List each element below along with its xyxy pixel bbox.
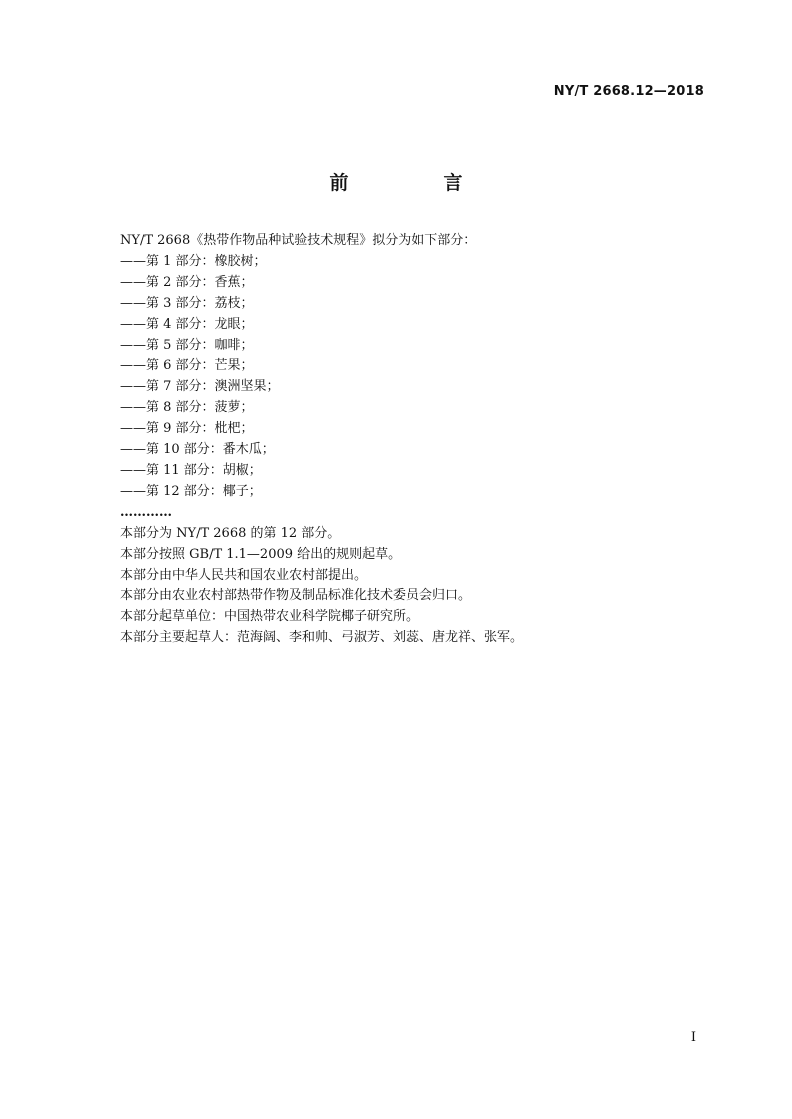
statement-under-jurisdiction: 本部分由农业农村部热带作物及制品标准化技术委员会归口。: [120, 588, 472, 604]
part-item-9: ——第 9 部分：枇杷；: [120, 421, 254, 437]
statement-proposed-by: 本部分由中华人民共和国农业农村部提出。: [120, 567, 368, 583]
part-item-2: ——第 2 部分：香蕉；: [120, 274, 254, 290]
statement-part-number: 本部分为 NY/T 2668 的第 12 部分。: [120, 525, 341, 541]
intro-line: NY/T 2668《热带作物品种试验技术规程》拟分为如下部分：: [120, 233, 477, 248]
part-item-5: ——第 5 部分：咖啡；: [120, 337, 254, 353]
part-item-8: ——第 8 部分：菠萝；: [120, 400, 254, 416]
ellipsis-line: …………: [120, 504, 172, 520]
part-item-6: ——第 6 部分：芒果；: [120, 358, 254, 374]
part-item-3: ——第 3 部分：荔枝；: [120, 295, 254, 311]
part-item-12: ——第 12 部分：椰子；: [120, 483, 262, 499]
part-item-4: ——第 4 部分：龙眼；: [120, 316, 254, 332]
page-number: I: [690, 1030, 696, 1045]
part-item-11: ——第 11 部分：胡椒；: [120, 462, 262, 478]
part-item-10: ——第 10 部分：番木瓜；: [120, 442, 275, 458]
standard-code: NY/T 2668.12—2018: [553, 84, 704, 99]
statement-drafting-unit: 本部分起草单位：中国热带农业科学院椰子研究所。: [120, 609, 420, 625]
statement-main-drafters: 本部分主要起草人：范海阔、李和帅、弓淑芳、刘蕊、唐龙祥、张军。: [120, 630, 524, 646]
statement-drafting-rules: 本部分按照 GB/T 1.1—2009 给出的规则起草。: [120, 546, 402, 562]
part-item-1: ——第 1 部分：橡胶树；: [120, 253, 267, 269]
foreword-body: [120, 231, 700, 649]
page-title: 前 言: [329, 172, 501, 194]
part-item-7: ——第 7 部分：澳洲坚果；: [120, 379, 280, 395]
